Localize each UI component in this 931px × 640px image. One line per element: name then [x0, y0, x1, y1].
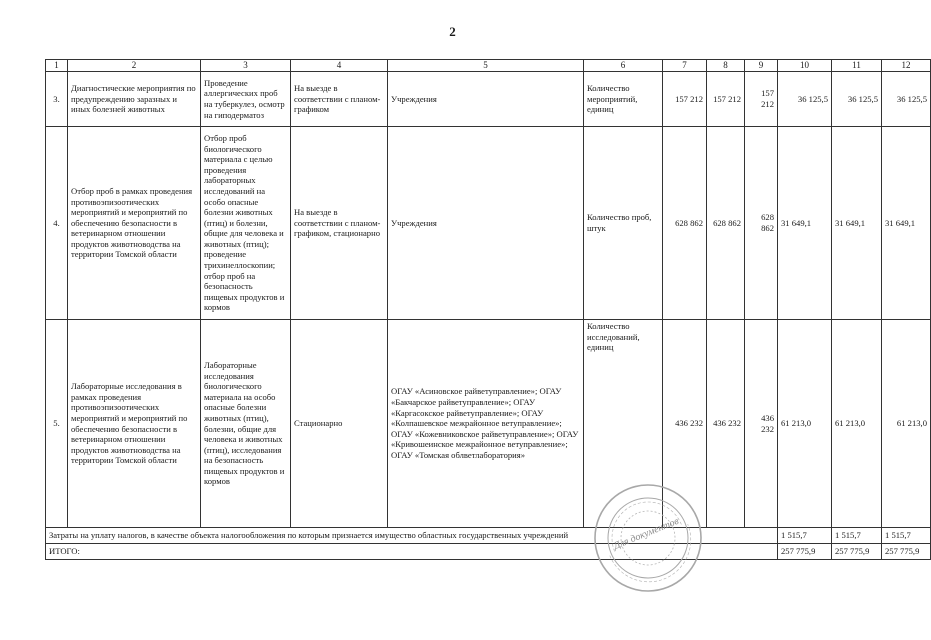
total-row: [46, 544, 931, 560]
total-col12: 257 775,9: [882, 544, 931, 560]
value-col8: 628 862: [707, 127, 745, 320]
header-cell: 1: [46, 60, 68, 72]
performer: Учреждения: [388, 72, 584, 127]
tax-row: [46, 528, 931, 544]
value-col11: 61 213,0: [832, 320, 882, 528]
header-cell: 2: [68, 60, 201, 72]
value-col12: 31 649,1: [882, 127, 931, 320]
performer: Учреждения: [388, 127, 584, 320]
total-col10: 257 775,9: [778, 544, 832, 560]
header-cell: 7: [663, 60, 707, 72]
header-cell: 6: [584, 60, 663, 72]
total-label: ИТОГО:: [46, 544, 778, 560]
row-number: 4.: [46, 127, 68, 320]
header-cell: 10: [778, 60, 832, 72]
tax-col11: 1 515,7: [832, 528, 882, 544]
performer: ОГАУ «Асиновское райветуправление»; ОГАУ «Бакчарское райветуправление»; ОГАУ «Каргасокское райветуправление»; ОГАУ «Колпашевское межрайонное ветуправление»; ОГАУ «Кожевниковское райветуправление»; ОГАУ «Кривошеинское межрайонное ветуправление»; ОГАУ «Томская облветлаборатория»: [388, 320, 584, 528]
header-cell: 9: [745, 60, 778, 72]
value-col10: 61 213,0: [778, 320, 832, 528]
table-row: [46, 320, 931, 528]
unit: Количество проб, штук: [584, 127, 663, 320]
header-row: [46, 60, 931, 72]
service-conditions: На выезде в соответствии с планом-графиком: [291, 72, 388, 127]
expenses-table: [45, 59, 931, 560]
service-name: Отбор проб в рамках проведения противоэпизоотических мероприятий и мероприятий по обеспечению безопасности в ветеринарном отношении продуктов животноводства на территории Томской области: [68, 127, 201, 320]
value-col11: 31 649,1: [832, 127, 882, 320]
service-content: Отбор проб биологического материала с целью проведения лабораторных исследований на особо опасные болезни животных (птиц) и болезни, общие для человека и животных (птиц); проведение трихинеллоскопии; отбор проб на безопасность пищевых продуктов и кормов: [201, 127, 291, 320]
header-cell: 3: [201, 60, 291, 72]
unit: Количество исследований, единиц: [584, 320, 663, 528]
header-cell: 12: [882, 60, 931, 72]
service-conditions: Стационарно: [291, 320, 388, 528]
header-cell: 4: [291, 60, 388, 72]
service-conditions: На выезде в соответствии с планом-графиком, стационарно: [291, 127, 388, 320]
table-row: [46, 127, 931, 320]
unit: Количество мероприятий, единиц: [584, 72, 663, 127]
value-col7: 628 862: [663, 127, 707, 320]
value-col12: 36 125,5: [882, 72, 931, 127]
service-content: Проведение аллергических проб на туберкулез, осмотр на гиподерматоз: [201, 72, 291, 127]
value-col12: 61 213,0: [882, 320, 931, 528]
value-col8: 157 212: [707, 72, 745, 127]
table-row: [46, 72, 931, 127]
value-col9: 628 862: [745, 127, 778, 320]
stamp-text: Для документов: [612, 515, 681, 552]
service-name: Лабораторные исследования в рамках проведения противоэпизоотических мероприятий и мероприятий по обеспечению безопасности в ветеринарном отношении продуктов животноводства на территории Томской области: [68, 320, 201, 528]
value-col7: 157 212: [663, 72, 707, 127]
row-number: 3.: [46, 72, 68, 127]
total-col11: 257 775,9: [832, 544, 882, 560]
service-content: Лабораторные исследования биологического материала на особо опасные болезни животных (птиц), болезни, общие для человека и животных (птиц), исследования на безопасность пищевых продуктов и кормов: [201, 320, 291, 528]
tax-col12: 1 515,7: [882, 528, 931, 544]
row-number: 5.: [46, 320, 68, 528]
value-col9: 157 212: [745, 72, 778, 127]
value-col9: 436 232: [745, 320, 778, 528]
value-col8: 436 232: [707, 320, 745, 528]
header-cell: 8: [707, 60, 745, 72]
page-number: 2: [449, 24, 456, 39]
value-col10: 36 125,5: [778, 72, 832, 127]
value-col11: 36 125,5: [832, 72, 882, 127]
tax-col10: 1 515,7: [778, 528, 832, 544]
service-name: Диагностические мероприятия по предупреждению заразных и иных болезней животных: [68, 72, 201, 127]
header-cell: 11: [832, 60, 882, 72]
tax-label: Затраты на уплату налогов, в качестве объекта налогообложения по которым признается имущество областных государственных учреждений: [46, 528, 778, 544]
value-col7: 436 232: [663, 320, 707, 528]
value-col10: 31 649,1: [778, 127, 832, 320]
header-cell: 5: [388, 60, 584, 72]
